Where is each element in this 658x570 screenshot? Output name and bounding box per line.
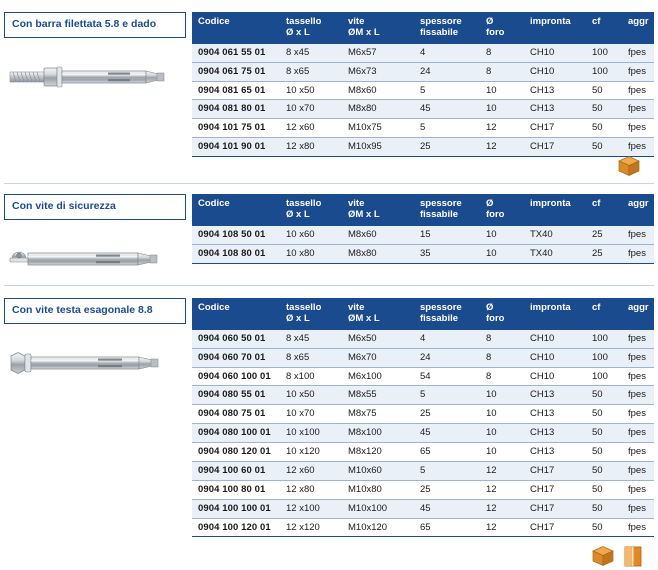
cell-codice: 0904 060 100 01: [192, 367, 280, 386]
cell-vite: M10x80: [342, 480, 414, 499]
th-foro: Ø foro: [480, 194, 524, 226]
cell-codice: 0904 081 80 01: [192, 100, 280, 119]
cell-vite: M8x60: [342, 226, 414, 244]
cell-tassello: 12 x80: [280, 138, 342, 157]
table-row: [192, 348, 654, 367]
product-info-1: [4, 12, 186, 104]
table-body-2: [192, 226, 654, 263]
th-codice: Codice: [192, 194, 280, 226]
cell-cf: 50: [586, 480, 622, 499]
spec-table-wrapper-2: [192, 194, 654, 264]
cell-tassello: 10 x50: [280, 386, 342, 405]
spec-table-1: [192, 12, 654, 157]
cell-spessore: 45: [414, 100, 480, 119]
cell-foro: 10: [480, 405, 524, 424]
table-row: [192, 44, 654, 62]
cell-impronta: CH17: [524, 138, 586, 157]
cell-tassello: 10 x70: [280, 100, 342, 119]
cell-vite: M8x60: [342, 81, 414, 100]
cell-tassello: 10 x100: [280, 424, 342, 443]
cell-impronta: CH13: [524, 100, 586, 119]
cell-cf: 100: [586, 330, 622, 348]
cell-spessore: 65: [414, 518, 480, 537]
cell-cf: 50: [586, 405, 622, 424]
table-row: [192, 62, 654, 81]
th-tassello: tassello Ø x L: [280, 298, 342, 330]
cell-codice: 0904 108 80 01: [192, 244, 280, 263]
th-vite: vite ØM x L: [342, 298, 414, 330]
cell-aggr: fpes: [622, 367, 654, 386]
cell-codice: 0904 080 75 01: [192, 405, 280, 424]
cell-codice: 0904 100 60 01: [192, 461, 280, 480]
cell-vite: M6x100: [342, 367, 414, 386]
cell-foro: 10: [480, 81, 524, 100]
packaging-icons-3: [592, 545, 644, 567]
cell-vite: M6x50: [342, 330, 414, 348]
cell-vite: M6x57: [342, 44, 414, 62]
cell-aggr: fpes: [622, 330, 654, 348]
th-vite: vite ØM x L: [342, 12, 414, 44]
cell-aggr: fpes: [622, 461, 654, 480]
cell-impronta: CH10: [524, 44, 586, 62]
product-title: Con barra filettata 5.8 e dado: [4, 12, 186, 38]
cell-cf: 100: [586, 44, 622, 62]
cell-spessore: 5: [414, 81, 480, 100]
cell-codice: 0904 061 75 01: [192, 62, 280, 81]
cell-codice: 0904 101 75 01: [192, 119, 280, 138]
product-title: Con vite testa esagonale 8.8: [4, 298, 186, 324]
table-row: [192, 499, 654, 518]
cell-vite: M10x100: [342, 499, 414, 518]
spec-table-wrapper-1: [192, 12, 654, 157]
cell-tassello: 12 x120: [280, 518, 342, 537]
cell-cf: 25: [586, 244, 622, 263]
cell-foro: 10: [480, 443, 524, 462]
cell-codice: 0904 101 90 01: [192, 138, 280, 157]
cell-impronta: CH17: [524, 461, 586, 480]
cell-foro: 8: [480, 367, 524, 386]
th-cf: cf: [586, 298, 622, 330]
cell-foro: 12: [480, 499, 524, 518]
cell-impronta: CH10: [524, 330, 586, 348]
spec-table-wrapper-3: [192, 298, 654, 537]
cell-foro: 8: [480, 62, 524, 81]
anchor-security-screw-icon: [4, 232, 186, 286]
cell-foro: 12: [480, 138, 524, 157]
table-row: [192, 424, 654, 443]
cell-vite: M8x80: [342, 244, 414, 263]
table-row: [192, 443, 654, 462]
table-row: [192, 330, 654, 348]
cell-impronta: TX40: [524, 244, 586, 263]
cell-spessore: 45: [414, 424, 480, 443]
cell-impronta: CH17: [524, 480, 586, 499]
cell-foro: 10: [480, 100, 524, 119]
table-row: [192, 226, 654, 244]
cell-tassello: 10 x80: [280, 244, 342, 263]
cell-foro: 8: [480, 330, 524, 348]
cell-foro: 10: [480, 244, 524, 263]
cell-impronta: CH13: [524, 405, 586, 424]
cell-foro: 8: [480, 44, 524, 62]
table-header-row: [192, 12, 654, 44]
cell-vite: M8x100: [342, 424, 414, 443]
cell-foro: 12: [480, 480, 524, 499]
table-body-1: [192, 44, 654, 157]
cell-foro: 12: [480, 461, 524, 480]
cell-tassello: 8 x65: [280, 62, 342, 81]
cell-spessore: 35: [414, 244, 480, 263]
cell-aggr: fpes: [622, 499, 654, 518]
cell-tassello: 8 x100: [280, 367, 342, 386]
cell-vite: M6x70: [342, 348, 414, 367]
spec-table-2: [192, 194, 654, 264]
pack-icon: [622, 545, 644, 567]
cell-spessore: 25: [414, 480, 480, 499]
cell-aggr: fpes: [622, 119, 654, 138]
th-aggr: aggr: [622, 12, 654, 44]
cell-codice: 0904 061 55 01: [192, 44, 280, 62]
table-body-3: [192, 330, 654, 537]
cell-cf: 50: [586, 518, 622, 537]
cell-impronta: CH17: [524, 518, 586, 537]
table-row: [192, 100, 654, 119]
th-impronta: impronta: [524, 298, 586, 330]
cell-codice: 0904 100 100 01: [192, 499, 280, 518]
cell-foro: 10: [480, 226, 524, 244]
cell-foro: 8: [480, 348, 524, 367]
cell-aggr: fpes: [622, 81, 654, 100]
table-row: [192, 367, 654, 386]
cell-spessore: 5: [414, 119, 480, 138]
cell-cf: 50: [586, 119, 622, 138]
cell-impronta: CH10: [524, 367, 586, 386]
cell-spessore: 25: [414, 405, 480, 424]
cell-spessore: 4: [414, 44, 480, 62]
th-spessore: spessore fissabile: [414, 194, 480, 226]
cell-codice: 0904 060 70 01: [192, 348, 280, 367]
cell-impronta: CH10: [524, 62, 586, 81]
cell-impronta: CH13: [524, 443, 586, 462]
cell-impronta: CH13: [524, 81, 586, 100]
table-row: [192, 518, 654, 537]
cell-spessore: 5: [414, 386, 480, 405]
cell-vite: M8x75: [342, 405, 414, 424]
cell-aggr: fpes: [622, 386, 654, 405]
cell-spessore: 5: [414, 461, 480, 480]
packaging-icons-1: [618, 155, 640, 177]
product-title: Con vite di sicurezza: [4, 194, 186, 220]
cell-foro: 10: [480, 424, 524, 443]
cell-spessore: 15: [414, 226, 480, 244]
cell-tassello: 12 x80: [280, 480, 342, 499]
cell-vite: M8x55: [342, 386, 414, 405]
cell-codice: 0904 080 120 01: [192, 443, 280, 462]
cell-codice: 0904 081 65 01: [192, 81, 280, 100]
cell-vite: M8x80: [342, 100, 414, 119]
box-icon: [592, 545, 614, 567]
cell-impronta: CH13: [524, 424, 586, 443]
cell-vite: M10x95: [342, 138, 414, 157]
cell-aggr: fpes: [622, 405, 654, 424]
cell-tassello: 10 x120: [280, 443, 342, 462]
cell-codice: 0904 080 55 01: [192, 386, 280, 405]
th-vite: vite ØM x L: [342, 194, 414, 226]
cell-aggr: fpes: [622, 138, 654, 157]
table-row: [192, 461, 654, 480]
th-cf: cf: [586, 12, 622, 44]
cell-spessore: 24: [414, 348, 480, 367]
cell-cf: 50: [586, 100, 622, 119]
cell-foro: 12: [480, 119, 524, 138]
th-impronta: impronta: [524, 194, 586, 226]
cell-tassello: 12 x100: [280, 499, 342, 518]
cell-aggr: fpes: [622, 518, 654, 537]
cell-aggr: fpes: [622, 226, 654, 244]
cell-vite: M6x73: [342, 62, 414, 81]
spec-table-3: [192, 298, 654, 537]
table-row: [192, 386, 654, 405]
table-row: [192, 480, 654, 499]
table-header-row: [192, 298, 654, 330]
cell-tassello: 12 x60: [280, 461, 342, 480]
anchor-threaded-rod-icon: [4, 50, 186, 104]
cell-tassello: 8 x45: [280, 44, 342, 62]
cell-aggr: fpes: [622, 424, 654, 443]
th-cf: cf: [586, 194, 622, 226]
th-foro: Ø foro: [480, 12, 524, 44]
cell-vite: M10x60: [342, 461, 414, 480]
cell-foro: 10: [480, 386, 524, 405]
cell-impronta: CH10: [524, 348, 586, 367]
cell-spessore: 54: [414, 367, 480, 386]
cell-cf: 50: [586, 499, 622, 518]
cell-codice: 0904 108 50 01: [192, 226, 280, 244]
cell-cf: 100: [586, 348, 622, 367]
section-divider-2: [4, 285, 654, 286]
th-tassello: tassello Ø x L: [280, 12, 342, 44]
box-icon: [618, 155, 640, 177]
th-tassello: tassello Ø x L: [280, 194, 342, 226]
cell-vite: M10x120: [342, 518, 414, 537]
th-codice: Codice: [192, 298, 280, 330]
cell-vite: M8x120: [342, 443, 414, 462]
anchor-hex-head-screw-icon: [4, 336, 186, 390]
cell-cf: 50: [586, 81, 622, 100]
cell-cf: 50: [586, 461, 622, 480]
table-row: [192, 405, 654, 424]
table-row: [192, 138, 654, 157]
cell-spessore: 24: [414, 62, 480, 81]
cell-cf: 50: [586, 386, 622, 405]
cell-aggr: fpes: [622, 62, 654, 81]
cell-cf: 25: [586, 226, 622, 244]
th-foro: Ø foro: [480, 298, 524, 330]
th-aggr: aggr: [622, 194, 654, 226]
cell-codice: 0904 100 80 01: [192, 480, 280, 499]
cell-tassello: 10 x50: [280, 81, 342, 100]
cell-aggr: fpes: [622, 443, 654, 462]
cell-codice: 0904 060 50 01: [192, 330, 280, 348]
table-row: [192, 119, 654, 138]
table-row: [192, 244, 654, 263]
product-info-2: [4, 194, 186, 286]
cell-tassello: 8 x65: [280, 348, 342, 367]
cell-aggr: fpes: [622, 244, 654, 263]
th-codice: Codice: [192, 12, 280, 44]
cell-codice: 0904 100 120 01: [192, 518, 280, 537]
cell-spessore: 4: [414, 330, 480, 348]
cell-spessore: 25: [414, 138, 480, 157]
table-row: [192, 81, 654, 100]
cell-aggr: fpes: [622, 480, 654, 499]
cell-cf: 50: [586, 424, 622, 443]
cell-tassello: 10 x60: [280, 226, 342, 244]
th-spessore: spessore fissabile: [414, 298, 480, 330]
cell-impronta: CH17: [524, 119, 586, 138]
cell-aggr: fpes: [622, 100, 654, 119]
table-header-row: [192, 194, 654, 226]
product-info-3: [4, 298, 186, 390]
cell-impronta: TX40: [524, 226, 586, 244]
th-spessore: spessore fissabile: [414, 12, 480, 44]
cell-impronta: CH17: [524, 499, 586, 518]
cell-cf: 100: [586, 367, 622, 386]
cell-codice: 0904 080 100 01: [192, 424, 280, 443]
th-impronta: impronta: [524, 12, 586, 44]
cell-vite: M10x75: [342, 119, 414, 138]
cell-tassello: 8 x45: [280, 330, 342, 348]
cell-cf: 50: [586, 443, 622, 462]
cell-spessore: 65: [414, 443, 480, 462]
th-aggr: aggr: [622, 298, 654, 330]
cell-aggr: fpes: [622, 348, 654, 367]
section-divider-1: [4, 183, 654, 184]
cell-tassello: 10 x70: [280, 405, 342, 424]
cell-cf: 50: [586, 138, 622, 157]
cell-cf: 100: [586, 62, 622, 81]
cell-impronta: CH13: [524, 386, 586, 405]
cell-tassello: 12 x60: [280, 119, 342, 138]
cell-foro: 12: [480, 518, 524, 537]
cell-aggr: fpes: [622, 44, 654, 62]
cell-spessore: 45: [414, 499, 480, 518]
